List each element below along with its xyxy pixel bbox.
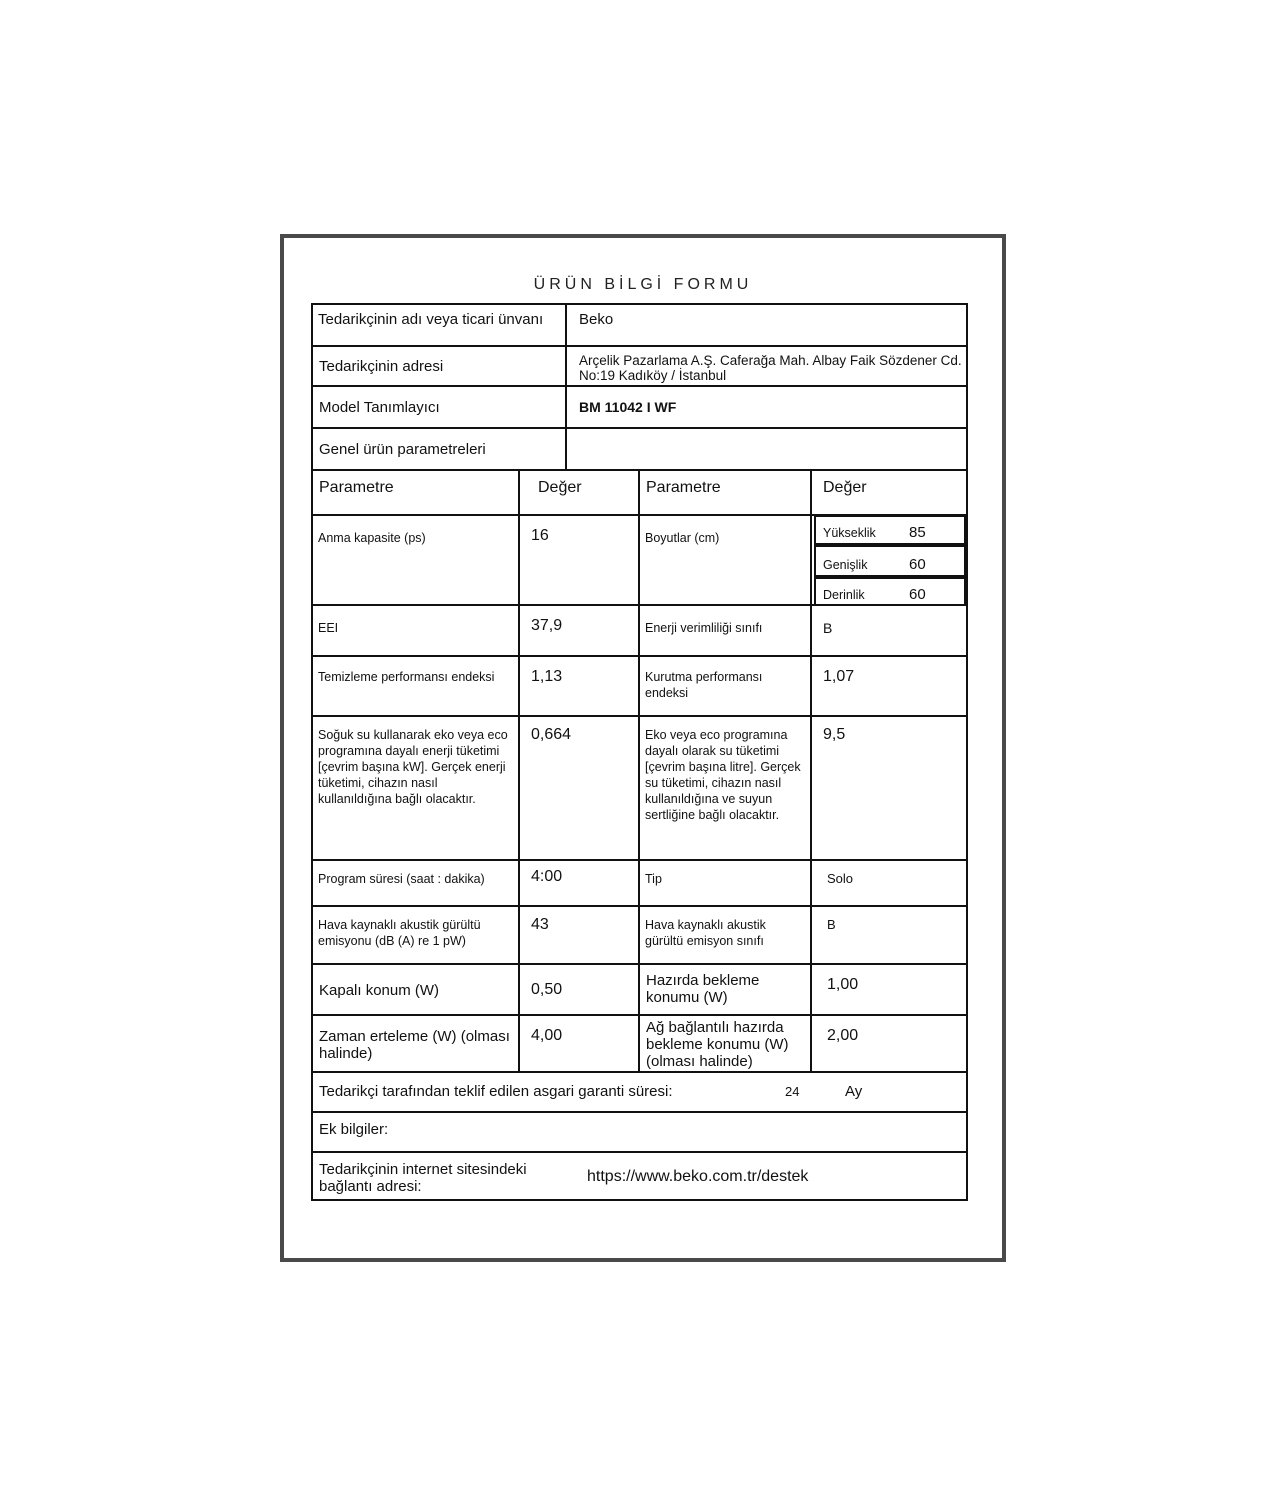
model-value: BM 11042 I WF xyxy=(565,385,968,429)
supplier-name-value: Beko xyxy=(565,303,968,347)
warranty-unit: Ay xyxy=(845,1083,863,1100)
row-off-mode-label: Kapalı konum (W) xyxy=(311,963,520,1016)
row-energy-class-value: B xyxy=(810,604,968,657)
row-cleaning-value: 1,13 xyxy=(518,655,640,717)
row-delay-start-label: Zaman erteleme (W) (olması halinde) xyxy=(311,1014,520,1073)
row-noise-value: 43 xyxy=(518,905,640,965)
row-eei-label: EEI xyxy=(311,604,520,657)
model-label: Model Tanımlayıcı xyxy=(311,385,567,429)
row-drying-value: 1,07 xyxy=(810,655,968,717)
dimension-width xyxy=(814,545,966,577)
row-energy-consumption-value: 0,664 xyxy=(518,715,640,861)
general-params-value xyxy=(565,427,968,471)
dimension-width-label: Genişlik xyxy=(823,558,868,572)
warranty-row xyxy=(311,1071,968,1113)
dimension-depth xyxy=(814,577,966,606)
supplier-address-value: Arçelik Pazarlama A.Ş. Caferağa Mah. Albay Faik Sözdener Cd. No:19 Kadıköy / İstanbul xyxy=(565,345,968,387)
row-energy-class-label: Enerji verimliliği sınıfı xyxy=(638,604,812,657)
warranty-value: 24 xyxy=(785,1084,800,1099)
dimension-depth-value: 60 xyxy=(909,586,926,603)
header-parameter-1: Parametre xyxy=(311,469,520,516)
dimension-depth-label: Derinlik xyxy=(823,588,865,602)
row-eei-value: 37,9 xyxy=(518,604,640,657)
row-water-consumption-value: 9,5 xyxy=(810,715,968,861)
row-cleaning-label: Temizleme performansı endeksi xyxy=(311,655,520,717)
row-off-mode-value: 0,50 xyxy=(518,963,640,1016)
supplier-name-label: Tedarikçinin adı veya ticari ünvanı xyxy=(311,303,567,347)
row-capacity-value: 16 xyxy=(518,514,640,606)
row-drying-label: Kurutma performansı endeksi xyxy=(638,655,812,717)
row-program-duration-value: 4:00 xyxy=(518,859,640,907)
row-networked-standby-value: 2,00 xyxy=(810,1014,968,1073)
row-standby-value: 1,00 xyxy=(810,963,968,1016)
row-dimensions-label: Boyutlar (cm) xyxy=(638,514,812,606)
row-noise-class-label: Hava kaynaklı akustik gürültü emisyon sınıfı xyxy=(638,905,812,965)
header-value-1: Değer xyxy=(518,469,640,516)
row-networked-standby-label: Ağ bağlantılı hazırda bekleme konumu (W) (olması halinde) xyxy=(638,1014,812,1073)
website-link[interactable]: https://www.beko.com.tr/destek xyxy=(587,1168,809,1185)
dimension-width-value: 60 xyxy=(909,556,926,573)
row-program-duration-label: Program süresi (saat : dakika) xyxy=(311,859,520,907)
row-noise-class-value: B xyxy=(810,905,968,965)
header-value-2: Değer xyxy=(810,469,968,516)
form-title: ÜRÜN BİLGİ FORMU xyxy=(533,276,753,293)
dimension-height-value: 85 xyxy=(909,524,926,541)
general-params-label: Genel ürün parametreleri xyxy=(311,427,567,471)
dimension-height-label: Yükseklik xyxy=(823,526,876,540)
row-type-label: Tip xyxy=(638,859,812,907)
header-parameter-2: Parametre xyxy=(638,469,812,516)
row-noise-label: Hava kaynaklı akustik gürültü emisyonu (dB (A) re 1 pW) xyxy=(311,905,520,965)
row-water-consumption-label: Eko veya eco programına dayalı olarak su tüketimi [çevrim başına litre]. Gerçek su tüketimi, cihazın nasıl kullanıldığına ve suyun sertliğine bağlı olacaktır. xyxy=(638,715,812,861)
website-label: Tedarikçinin internet sitesindeki bağlantı adresi: xyxy=(319,1161,527,1195)
dimension-height xyxy=(814,515,966,545)
row-standby-label: Hazırda bekleme konumu (W) xyxy=(638,963,812,1016)
row-type-value: Solo xyxy=(810,859,968,907)
warranty-label: Tedarikçi tarafından teklif edilen asgari garanti süresi: xyxy=(319,1083,673,1100)
row-delay-start-value: 4,00 xyxy=(518,1014,640,1073)
website-row xyxy=(311,1151,968,1201)
row-energy-consumption-label: Soğuk su kullanarak eko veya eco programına dayalı enerji tüketimi [çevrim başına kW]. Gerçek enerji tüketimi, cihazın nasıl kullanıldığına bağlı olacaktır. xyxy=(311,715,520,861)
supplier-address-label: Tedarikçinin adresi xyxy=(311,345,567,387)
row-capacity-label: Anma kapasite (ps) xyxy=(311,514,520,606)
extra-info-label: Ek bilgiler: xyxy=(311,1111,968,1153)
